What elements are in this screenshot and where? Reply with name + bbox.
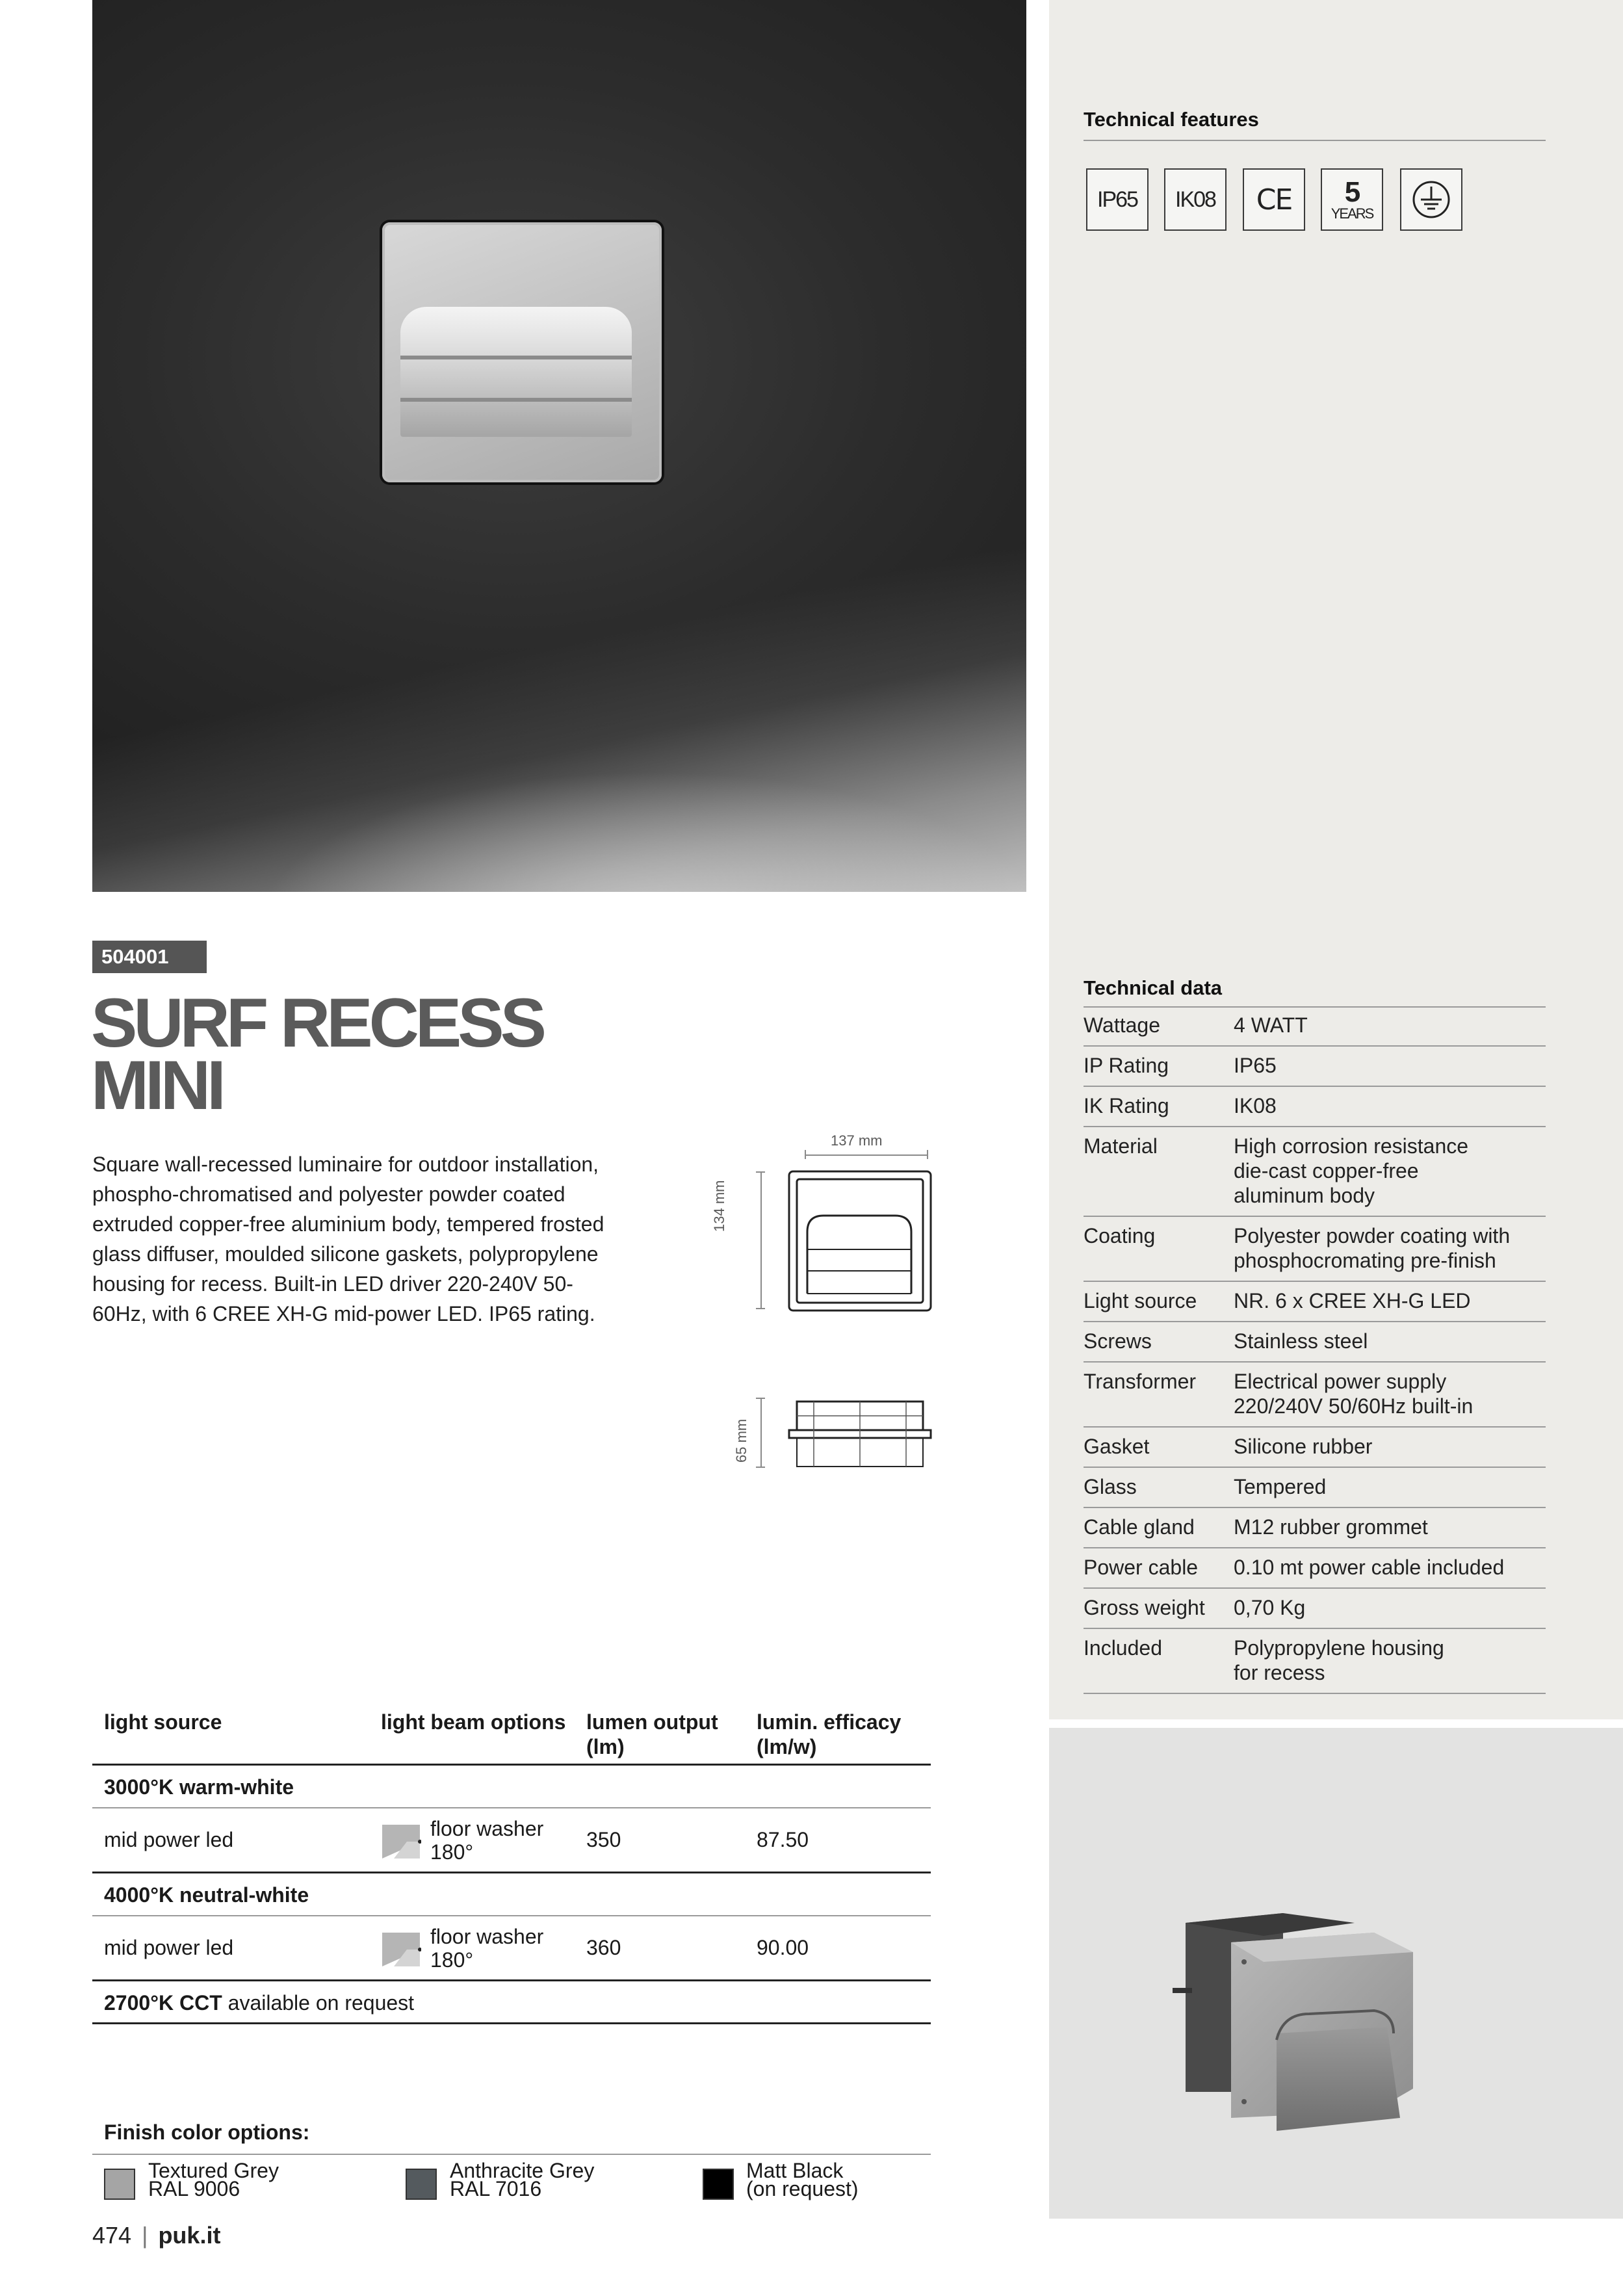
group-title-warm-white: 3000°K warm-white (92, 1766, 931, 1808)
ip65-icon (1086, 168, 1149, 231)
footer-separator: | (142, 2222, 148, 2249)
beam-label: floor washer 180° (430, 1924, 544, 1972)
floor-washer-icon (381, 1930, 421, 1966)
row-value: IP65 (1234, 1054, 1277, 1077)
row-label: IP Rating (1084, 1054, 1169, 1077)
row-label: Power cable (1084, 1556, 1199, 1579)
table-row (1084, 1363, 1546, 1428)
row-label: Glass (1084, 1475, 1137, 1498)
table-row (1084, 1127, 1546, 1217)
row-value: 4 WATT (1234, 1013, 1308, 1037)
table-row (1084, 1428, 1546, 1468)
header-light-beam: light beam options (381, 1710, 566, 1734)
row-value: IK08 (1234, 1094, 1277, 1117)
header-lumin-efficacy: lumin. efficacy (lm/w) (757, 1710, 902, 1758)
ce-mark-icon (1243, 168, 1305, 231)
row-label: Transformer (1084, 1370, 1197, 1393)
row-label: Light source (1084, 1289, 1197, 1312)
table-row (1084, 1322, 1546, 1363)
table-row (92, 1916, 931, 1981)
table-row (1084, 1047, 1546, 1087)
table-row (1084, 1468, 1546, 1508)
row-value: High corrosion resistance die-cast copper-free aluminum body (1234, 1134, 1469, 1207)
cell-source: mid power led (104, 1936, 234, 1959)
depth-dimension-label: 65 mm (733, 1418, 749, 1463)
table-row (1084, 1629, 1546, 1694)
product-title-line2: MINI (91, 1046, 222, 1124)
swatch-label: Matt Black (on request) (746, 2159, 859, 2200)
floor-washer-icon (381, 1822, 421, 1859)
cell-efficacy: 90.00 (757, 1936, 809, 1959)
row-label: Gasket (1084, 1435, 1150, 1458)
row-label: Gross weight (1084, 1596, 1205, 1619)
table-header (92, 1704, 931, 1766)
row-value: M12 rubber grommet (1234, 1515, 1428, 1539)
cell-efficacy: 87.50 (757, 1828, 809, 1851)
row-label: Cable gland (1084, 1515, 1195, 1539)
ik08-icon (1164, 168, 1227, 231)
divider (1084, 140, 1546, 141)
warranty-5-years-icon (1321, 168, 1383, 231)
product-description: Square wall-recessed luminaire for outdoor installation, phospho-chromatised and polyester powder coated extruded copper-free aluminium body, tempered frosted glass diffuser, moulded silicone gaskets, polypropylene housing for recess. Built-in LED driver 220-240V 50-60Hz, with 6 CREE XH-G mid-power LED. IP65 rating. (92, 1153, 604, 1325)
row-value: Polyester powder coating with phosphocromating pre-finish (1234, 1224, 1511, 1272)
divider (92, 2154, 931, 2155)
table-row (92, 1808, 931, 1873)
row-value: Silicone rubber (1234, 1435, 1373, 1458)
cct-note-bold: 2700°K CCT (104, 1991, 222, 2015)
header-lumen-output: lumen output (lm) (586, 1710, 718, 1758)
swatch-matt-black (703, 2169, 734, 2200)
side-view-diagram (788, 1398, 932, 1470)
cell-beam (381, 1925, 586, 1972)
swatch-textured-grey (104, 2169, 135, 2200)
earth-ground-icon (1400, 168, 1462, 231)
warranty-number: 5 (1344, 176, 1360, 208)
product-title (91, 984, 676, 1124)
row-label: Screws (1084, 1329, 1152, 1353)
swatch-anthracite-grey (406, 2169, 437, 2200)
table-row (1084, 1548, 1546, 1589)
product-photo (1049, 1728, 1623, 2219)
row-value: Polypropylene housing for recess (1234, 1636, 1444, 1684)
technical-data-table (1084, 1006, 1546, 1694)
table-row (1084, 1589, 1546, 1629)
warranty-years: YEARS (1331, 205, 1373, 222)
beam-label: floor washer 180° (430, 1816, 544, 1864)
page-number: 474 (92, 2222, 132, 2249)
front-view-diagram (788, 1170, 932, 1312)
cell-beam (381, 1817, 586, 1864)
cct-note-text: available on request (222, 1991, 415, 2015)
table-row (1084, 1006, 1546, 1047)
hero-photo (92, 0, 1026, 892)
technical-features-heading: Technical features (1084, 108, 1259, 131)
page-footer (92, 2222, 220, 2249)
table-row (1084, 1282, 1546, 1322)
ip65-label: IP65 (1097, 187, 1137, 212)
row-value: 0.10 mt power cable included (1234, 1556, 1505, 1579)
product-code-badge: 504001 (92, 941, 207, 973)
row-value: 0,70 Kg (1234, 1596, 1306, 1619)
row-value: Tempered (1234, 1475, 1327, 1498)
row-value: NR. 6 x CREE XH-G LED (1234, 1289, 1471, 1312)
cct-note (92, 1981, 931, 2024)
row-label: Material (1084, 1134, 1158, 1158)
ik08-label: IK08 (1175, 187, 1215, 212)
light-source-table (92, 1704, 931, 2024)
table-row (1084, 1508, 1546, 1548)
product-title-line1: SURF RECESS (91, 984, 543, 1062)
row-label: Wattage (1084, 1013, 1160, 1037)
row-value: Electrical power supply 220/240V 50/60Hz built-in (1234, 1370, 1474, 1418)
row-value: Stainless steel (1234, 1329, 1368, 1353)
height-dimension-label: 134 mm (711, 1180, 727, 1232)
table-row (1084, 1217, 1546, 1282)
table-row (1084, 1087, 1546, 1127)
site-link[interactable]: puk.it (158, 2222, 221, 2249)
swatch-label: Textured Grey RAL 9006 (148, 2159, 279, 2200)
technical-data-heading: Technical data (1084, 976, 1223, 999)
finish-heading: Finish color options: (104, 2120, 310, 2144)
product-3d-image (1049, 1728, 1623, 2219)
cell-lumen: 350 (586, 1828, 621, 1851)
cell-source: mid power led (104, 1828, 234, 1851)
swatch-label: Anthracite Grey RAL 7016 (450, 2159, 595, 2200)
row-label: Included (1084, 1636, 1162, 1660)
row-label: Coating (1084, 1224, 1156, 1247)
luminaire-image (382, 222, 662, 482)
width-dimension-label: 137 mm (831, 1132, 883, 1149)
group-title-neutral-white: 4000°K neutral-white (92, 1873, 931, 1916)
ce-label: CE (1256, 183, 1292, 216)
row-label: IK Rating (1084, 1094, 1169, 1117)
header-light-source: light source (104, 1710, 222, 1734)
cell-lumen: 360 (586, 1936, 621, 1959)
